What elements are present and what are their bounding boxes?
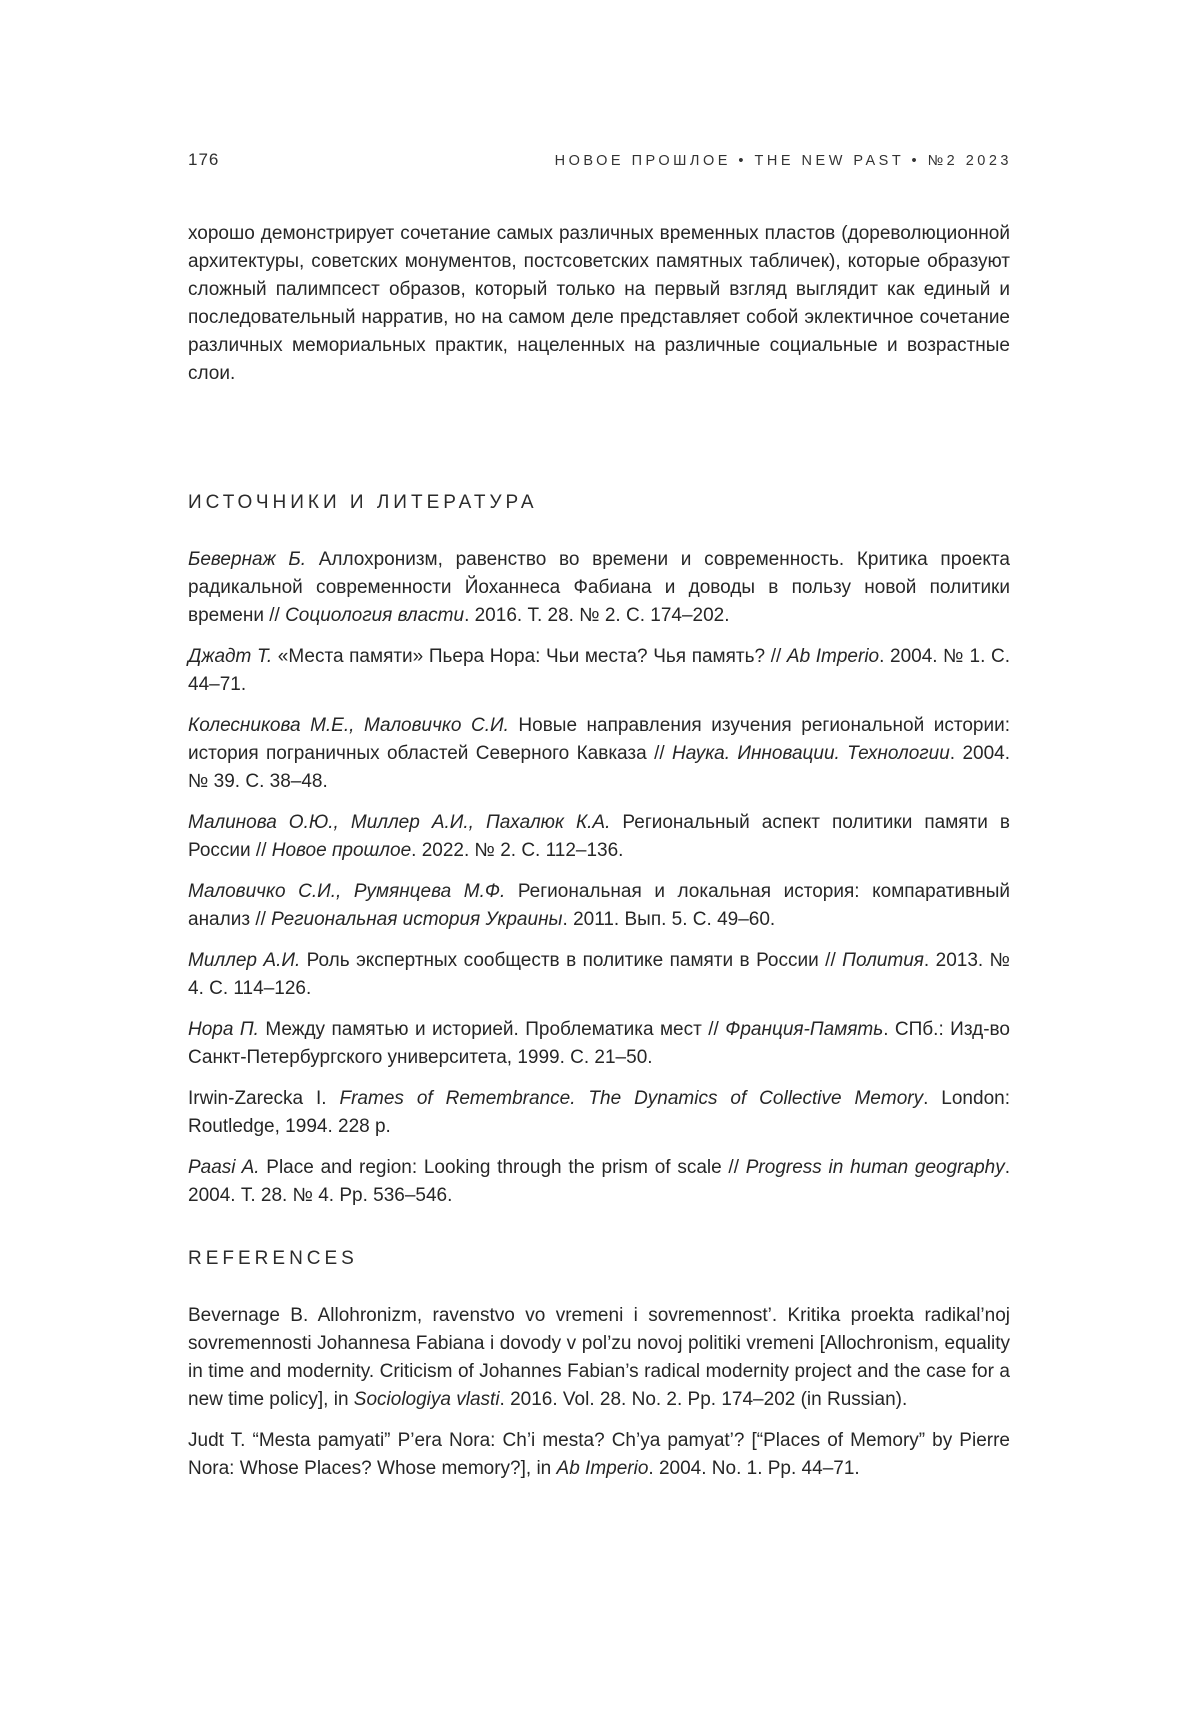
bibliography-entry — [188, 947, 1010, 1003]
sources-list — [188, 546, 1010, 1223]
references-heading: REFERENCES — [188, 1248, 358, 1269]
entry-italic-segment: Paasi A. — [188, 1157, 260, 1178]
entry-text-segment: «Места памяти» Пьера Нора: Чьи места? Чья память? // — [272, 646, 787, 667]
entry-italic-segment: Бевернаж Б. — [188, 549, 306, 570]
entry-text-segment: . 2016. Т. 28. № 2. С. 174–202. — [464, 605, 730, 626]
entry-text-segment: Новые направления изучения региональной истории: история пограничных областей Северного Кавказа // — [188, 715, 1010, 764]
entry-italic-segment: Франция-Память — [725, 1019, 884, 1040]
entry-text-segment: . 2004. No. 1. Pp. 44–71. — [648, 1458, 860, 1479]
running-head: НОВОЕ ПРОШЛОЕ • THE NEW PAST • №2 2023 — [554, 153, 1012, 169]
sources-heading: ИСТОЧНИКИ И ЛИТЕРАТУРА — [188, 492, 538, 513]
entry-italic-segment: Полития — [842, 950, 924, 971]
entry-italic-segment: Региональная история Украины — [271, 909, 563, 930]
entry-italic-segment: Ab Imperio — [556, 1458, 649, 1479]
bibliography-entry — [188, 1302, 1010, 1414]
entry-italic-segment: Маловичко С.И., Румянцева М.Ф. — [188, 881, 506, 902]
entry-text-segment: Региональная и локальная история: компаративный анализ // — [188, 881, 1010, 930]
entry-text-segment: . 2004. № 1. С. 44–71. — [188, 646, 1010, 695]
bibliography-entry — [188, 1427, 1010, 1483]
entry-text-segment: . 2004. № 39. С. 38–48. — [188, 743, 1011, 792]
bibliography-entry — [188, 1085, 1010, 1141]
entry-text-segment: Региональный аспект политики памяти в России // — [188, 812, 1010, 861]
entry-text-segment: Роль экспертных сообществ в политике памяти в России // — [300, 950, 843, 971]
bibliography-entry — [188, 546, 1010, 630]
entry-italic-segment: Колесникова М.Е., Маловичко С.И. — [188, 715, 509, 736]
references-list — [188, 1302, 1010, 1496]
body-paragraph: хорошо демонстрирует сочетание самых различных временных пластов (дореволюционной архитектуры, советских монументов, постсоветских памятных табличек), которые образуют сложный палимпсест образов, который только на первый взгляд выглядит как единый и последовательный нарратив, но на самом деле представляет собой эклектичное сочетание различных мемориальных практик, нацеленных на различные социальные и возрастные слои. — [188, 223, 1010, 384]
entry-italic-segment: Миллер А.И. — [188, 950, 301, 971]
entry-italic-segment: Наука. Инновации. Технологии — [672, 743, 950, 764]
bibliography-entry — [188, 712, 1010, 796]
bibliography-entry — [188, 643, 1010, 699]
entry-italic-segment: Социология власти — [285, 605, 465, 626]
entry-italic-segment: Frames of Remembrance. The Dynamics of Collective Memory — [339, 1088, 924, 1109]
entry-text-segment: Irwin-Zarecka I. — [188, 1088, 340, 1109]
entry-italic-segment: Sociologiya vlasti — [353, 1389, 500, 1410]
page-number: 176 — [188, 150, 220, 169]
running-header — [188, 150, 1012, 170]
entry-text-segment: . 2004. Т. 28. № 4. Pp. 536–546. — [188, 1157, 1010, 1206]
entry-italic-segment: Progress in human geography — [745, 1157, 1005, 1178]
entry-italic-segment: Малинова О.Ю., Миллер А.И., Пахалюк К.А. — [188, 812, 611, 833]
entry-italic-segment: Ab Imperio — [786, 646, 880, 667]
bibliography-entry — [188, 1154, 1010, 1210]
bibliography-entry — [188, 1016, 1010, 1072]
entry-italic-segment: Джадт Т. — [188, 646, 273, 667]
bibliography-entry — [188, 878, 1010, 934]
entry-text-segment: . 2011. Вып. 5. С. 49–60. — [562, 909, 776, 930]
entry-text-segment: . 2013. № 4. С. 114–126. — [188, 950, 1011, 999]
entry-text-segment: Между памятью и историей. Проблематика мест // — [258, 1019, 726, 1040]
bibliography-entry — [188, 809, 1010, 865]
entry-text-segment: Bevernage B. Allohronizm, ravenstvo vo vremeni i sovremennost’. Kritika proekta radikal’noj sovremennosti Johannesa Fabiana i dovody v pol’zu novoj politiki vremeni [Allochronism, equality in time and modernity. Criticism of Johannes Fabian’s radical modernity project and the case for a new time policy], in — [188, 1305, 1010, 1410]
entry-text-segment: . СПб.: Изд-во Санкт-Петербургского университета, 1999. С. 21–50. — [188, 1019, 1010, 1068]
entry-text-segment: Judt T. “Mesta pamyati” P’era Nora: Ch’i mesta? Ch’ya pamyat’? [“Places of Memory” by Pierre Nora: Whose Places? Whose memory?], in — [188, 1430, 1010, 1479]
entry-italic-segment: Новое прошлое — [271, 840, 412, 861]
entry-text-segment: . London: Routledge, 1994. 228 p. — [188, 1088, 1010, 1137]
entry-text-segment: . 2022. № 2. С. 112–136. — [411, 840, 624, 861]
entry-text-segment: . 2016. Vol. 28. No. 2. Pp. 174–202 (in Russian). — [499, 1389, 908, 1410]
entry-italic-segment: Нора П. — [188, 1019, 259, 1040]
entry-text-segment: Place and region: Looking through the prism of scale // — [259, 1157, 746, 1178]
entry-text-segment: Аллохронизм, равенство во времени и современность. Критика проекта радикальной современности Йоханнеса Фабиана и доводы в пользу новой политики времени // — [188, 549, 1010, 626]
